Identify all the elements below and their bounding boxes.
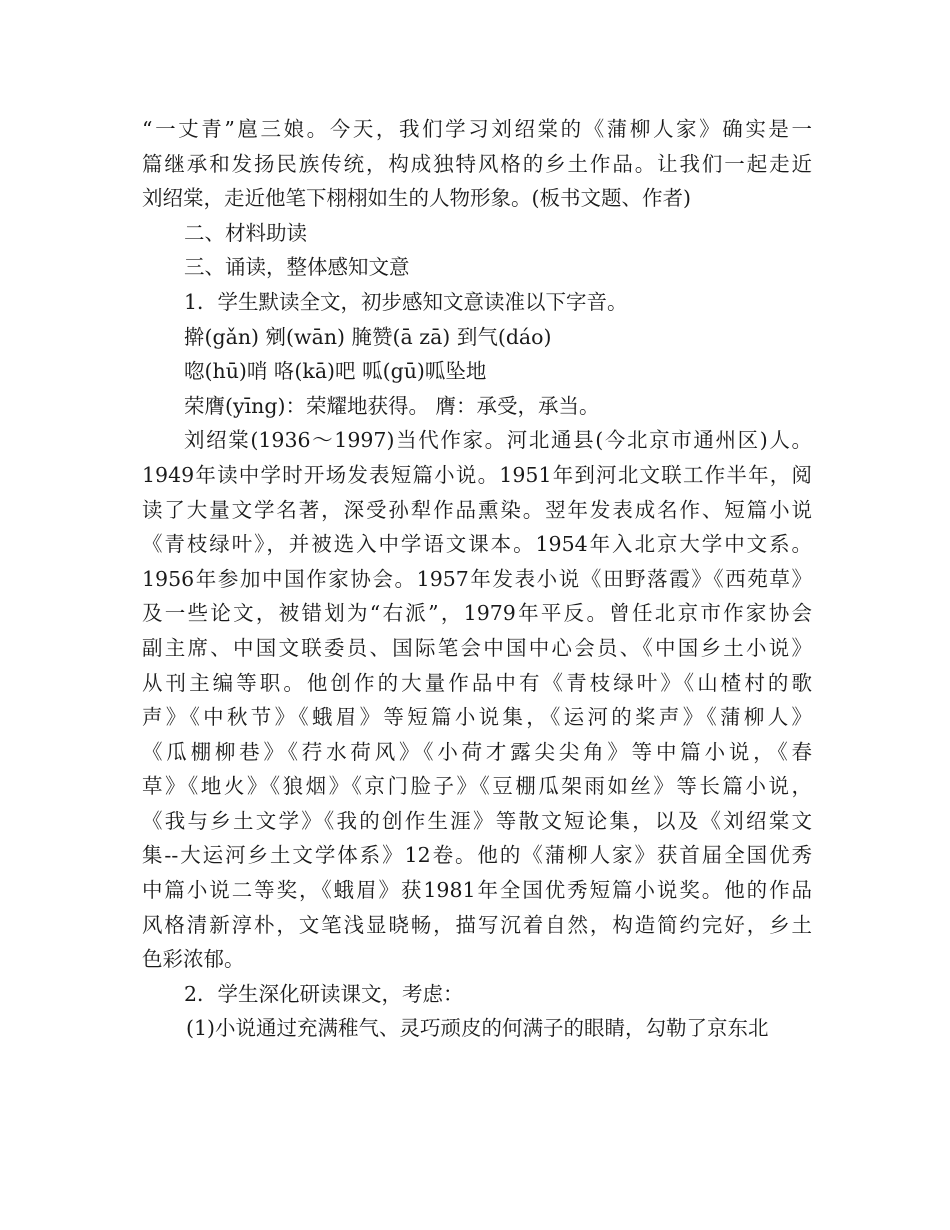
pronunciation-line: 唿(hū)哨 咯(kā)吧 呱(gū)呱坠地 — [184, 359, 487, 384]
pronunciation-line: 擀(gǎn) 剜(wān) 腌赞(ā zā) 到气(dáo) — [184, 324, 552, 349]
text-line: 风格清新淳朴，文笔浅显晓畅，描写沉着自然，构造简约完好，乡土 — [142, 912, 812, 937]
document-body — [142, 112, 812, 1046]
text-line: 草》《地火》《狼烟》《京门脸子》《豆棚瓜架雨如丝》等长篇小说， — [142, 774, 812, 799]
text-line: 1949年读中学时开场发表短篇小说。1951年到河北文联工作半年，阅 — [142, 462, 812, 487]
text-line: 《我与乡土文学》《我的创作生涯》等散文短论集，以及《刘绍棠文 — [142, 808, 812, 833]
definition-line: 荣膺(yīng)：荣耀地获得。 膺：承受，承当。 — [184, 393, 600, 418]
text-line: 从刊主编等职。他创作的大量作品中有《青枝绿叶》《山楂村的歌 — [142, 670, 812, 695]
text-line: 读了大量文学名著，深受孙犁作品熏染。翌年发表成名作、短篇小说 — [142, 497, 812, 522]
text-line: 1956年参加中国作家协会。1957年发表小说《田野落霞》《西苑草》 — [142, 566, 812, 591]
text-line: 《瓜棚柳巷》《荇水荷风》《小荷才露尖尖角》等中篇小说，《春 — [142, 739, 812, 764]
text-line: 集--大运河乡土文学体系》12卷。他的《蒲柳人家》获首届全国优秀 — [142, 843, 812, 868]
text-line: 刘绍棠，走近他笔下栩栩如生的人物形象。(板书文题、作者) — [142, 186, 691, 211]
text-line: 篇继承和发扬民族传统，构成独特风格的乡土作品。让我们一起走近 — [142, 151, 812, 176]
text-line: 刘绍棠(1936～1997)当代作家。河北通县(今北京市通州区)人。 — [184, 428, 812, 453]
text-line: 《青枝绿叶》，并被选入中学语文课本。1954年入北京大学中文系。 — [142, 532, 812, 557]
text-line: 中篇小说二等奖，《蛾眉》获1981年全国优秀短篇小说奖。他的作品 — [142, 878, 812, 903]
text-line: 副主席、中国文联委员、国际笔会中国中心会员、《中国乡土小说》 — [142, 635, 812, 660]
text-line: “一丈青”扈三娘。今天，我们学习刘绍棠的《蒲柳人家》确实是一 — [142, 117, 812, 141]
text-line: 及一些论文，被错划为“右派”，1979年平反。曾任北京市作家协会 — [142, 601, 812, 626]
section-heading: 2．学生深化研读课文，考虑： — [184, 981, 464, 1006]
text-line: (1)小说通过充满稚气、灵巧顽皮的何满子的眼睛，勾勒了京东北 — [186, 1016, 769, 1041]
text-line: 色彩浓郁。 — [142, 947, 245, 972]
text-line: 声》《中秋节》《蛾眉》等短篇小说集，《运河的桨声》《蒲柳人》 — [142, 705, 812, 730]
text-line: 1．学生默读全文，初步感知文意读准以下字音。 — [184, 289, 628, 314]
section-heading: 三、诵读，整体感知文意 — [184, 255, 410, 280]
section-heading: 二、材料助读 — [184, 220, 307, 245]
